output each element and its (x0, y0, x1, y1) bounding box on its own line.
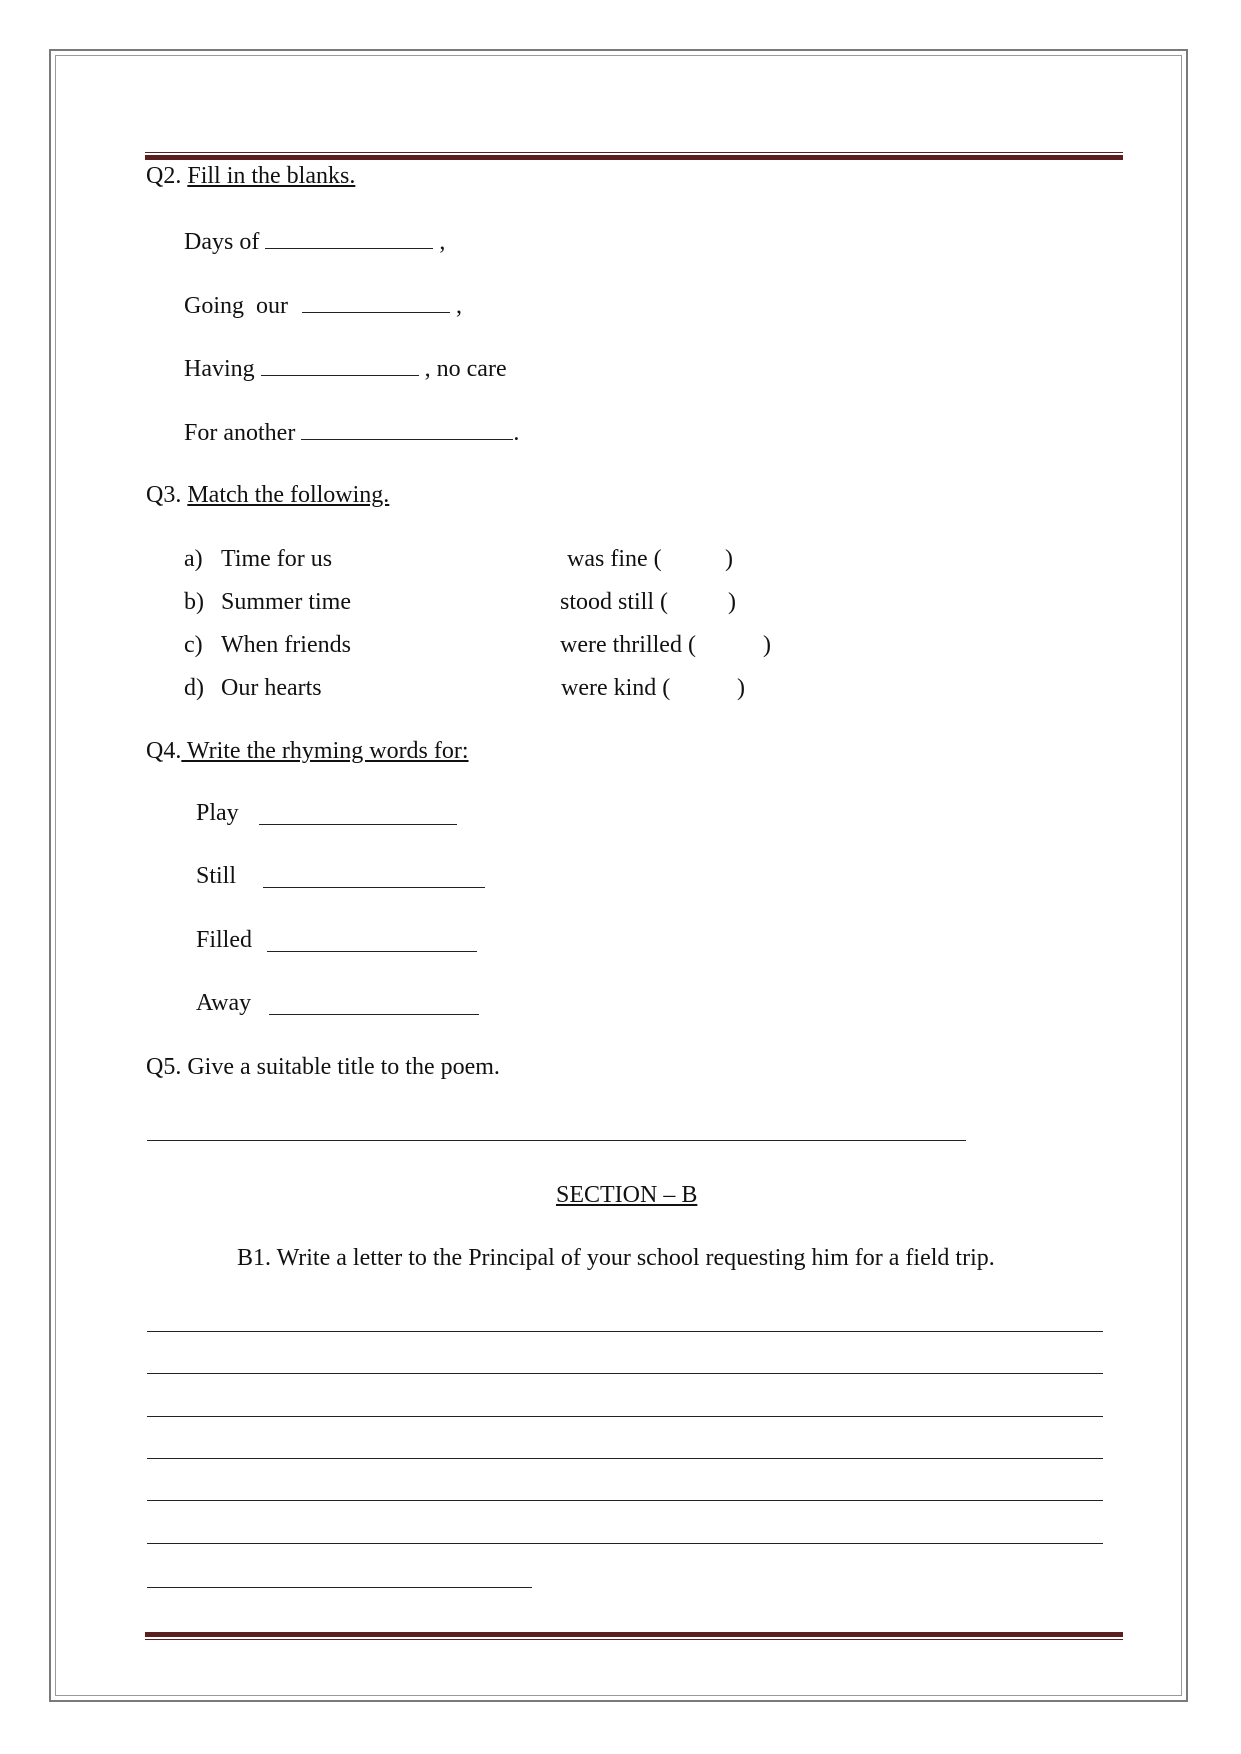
match-left: When friends (221, 632, 351, 658)
match-left: Summer time (221, 589, 351, 615)
q3-heading: Q3. Match the following. (146, 482, 390, 508)
q2-heading: Q2. Fill in the blanks. (146, 163, 356, 189)
q4-heading: Q4. Write the rhyming words for: (146, 738, 469, 764)
writing-line[interactable] (147, 1543, 1103, 1544)
answer-line[interactable] (147, 1140, 966, 1141)
rhyme-word: Away (196, 990, 252, 1016)
rhyme-word: Filled (196, 927, 253, 953)
q2-line-3: Having , no care (184, 353, 507, 383)
q2-line-2: Going our , (184, 290, 462, 320)
section-b-heading: SECTION – B (556, 1182, 698, 1208)
blank-field[interactable] (261, 353, 419, 376)
answer-line[interactable] (263, 887, 485, 888)
writing-line[interactable] (147, 1416, 1103, 1417)
writing-line[interactable] (147, 1331, 1103, 1332)
match-right: were kind ( (561, 675, 671, 701)
b1-question: B1. Write a letter to the Principal of your school requesting him for a field trip. (237, 1245, 995, 1271)
match-right: stood still ( (560, 589, 669, 615)
blank-field[interactable] (265, 226, 433, 249)
match-right: was fine ( (567, 546, 662, 572)
header-rule (145, 152, 1123, 160)
rhyme-word: Still (196, 863, 237, 889)
rhyme-word: Play (196, 800, 239, 826)
match-close: ) (763, 632, 771, 658)
match-close: ) (725, 546, 733, 572)
footer-rule (145, 1632, 1123, 1640)
blank-field[interactable] (301, 417, 513, 440)
match-right: were thrilled ( (560, 632, 696, 658)
writing-line[interactable] (147, 1458, 1103, 1459)
answer-line[interactable] (267, 951, 477, 952)
match-close: ) (728, 589, 736, 615)
match-label: b) (184, 589, 204, 615)
answer-line[interactable] (259, 824, 457, 825)
q5-heading: Q5. Give a suitable title to the poem. (146, 1054, 500, 1080)
match-left: Our hearts (221, 675, 322, 701)
match-label: d) (184, 675, 204, 701)
match-label: c) (184, 632, 203, 658)
match-label: a) (184, 546, 203, 572)
blank-field[interactable] (302, 290, 450, 313)
writing-line[interactable] (147, 1587, 532, 1588)
writing-line[interactable] (147, 1373, 1103, 1374)
writing-line[interactable] (147, 1500, 1103, 1501)
answer-line[interactable] (269, 1014, 479, 1015)
match-close: ) (737, 675, 745, 701)
q2-line-4: For another . (184, 417, 519, 447)
q2-line-1: Days of , (184, 226, 445, 256)
match-left: Time for us (221, 546, 333, 572)
